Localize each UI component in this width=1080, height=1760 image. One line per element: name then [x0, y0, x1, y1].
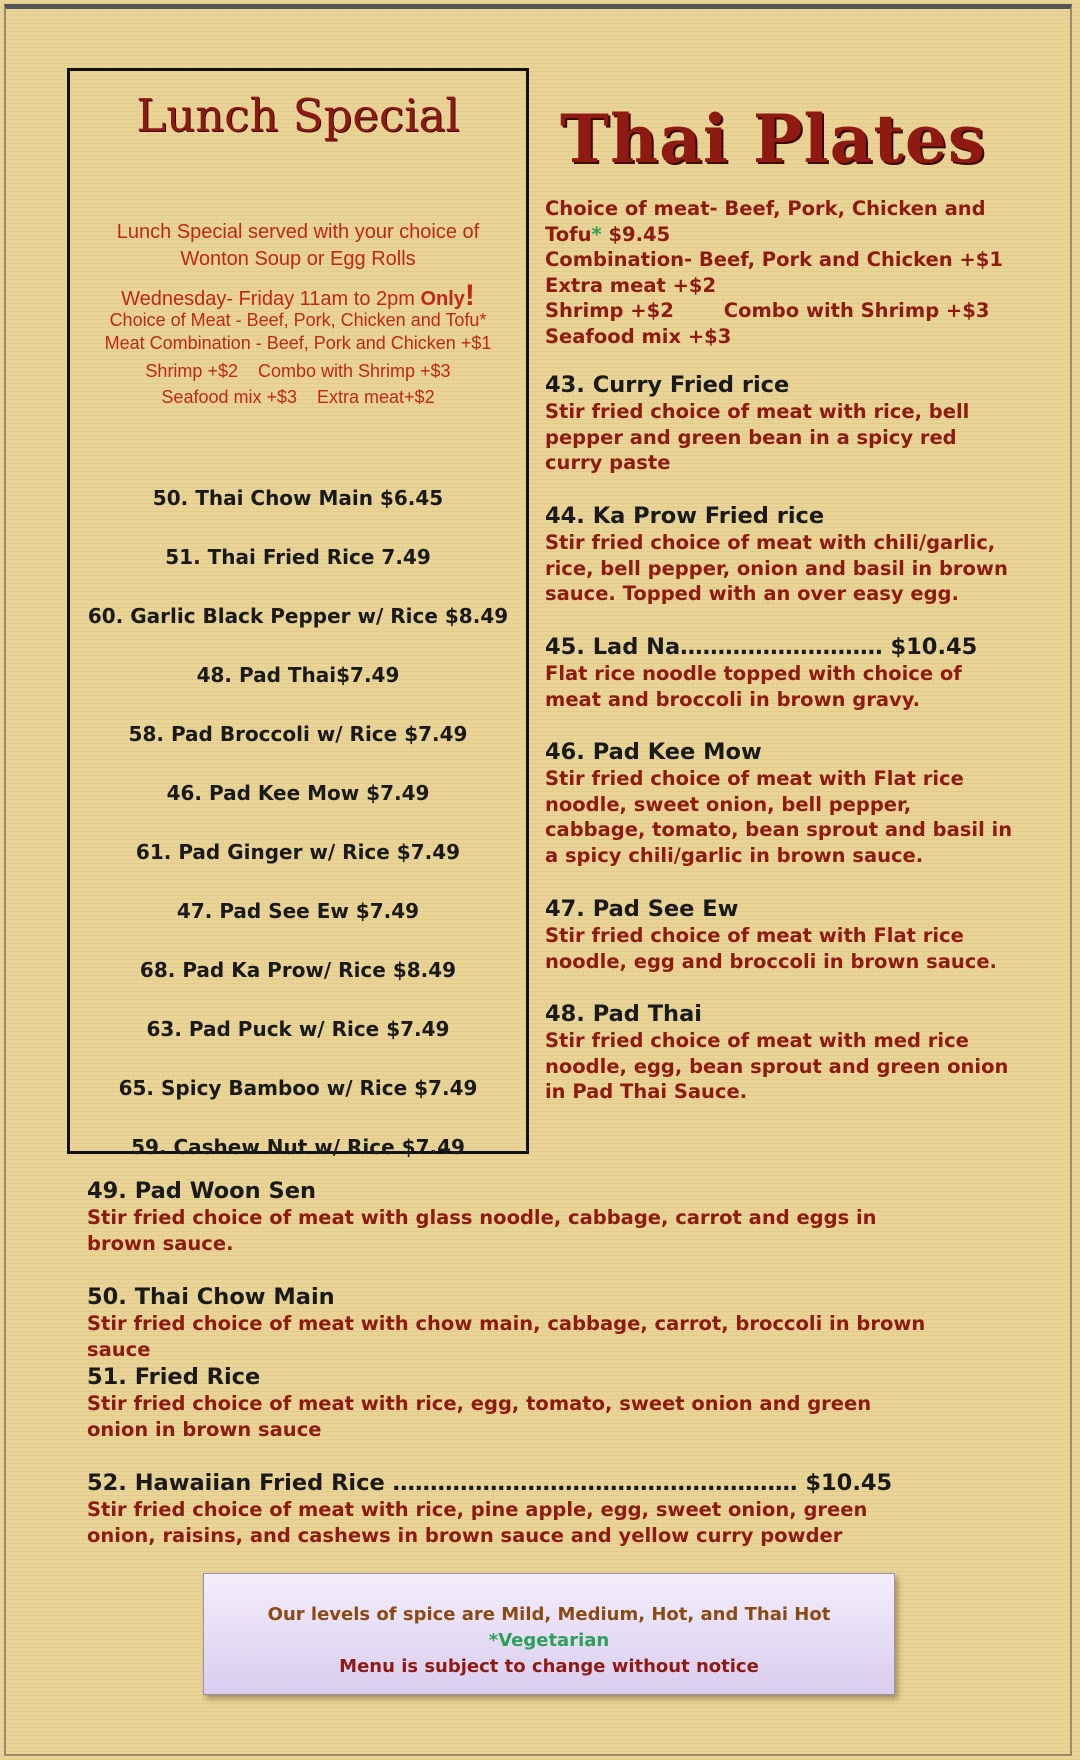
thai-pricing-line: Extra meat +$2 [545, 273, 717, 297]
spice-levels-note: Our levels of spice are Mild, Medium, Hot, and Thai Hot [267, 1604, 831, 1625]
thai-pricing-line [545, 196, 1025, 247]
dish-name: 47. Pad See Ew [545, 896, 739, 922]
dish-item [87, 1469, 987, 1548]
dish-name: 49. Pad Woon Sen [87, 1178, 316, 1204]
lunch-info-line: Meat Combination - Beef, Pork and Chicken +$1 [104, 333, 492, 353]
lunch-seafood-price: Seafood mix +$3 [161, 387, 298, 407]
dish-item [545, 502, 1015, 607]
lunch-info-line [70, 361, 526, 382]
dish-description: Stir fried choice of meat with Flat rice noodle, sweet onion, bell pepper, cabbage, tomato, bean sprout and basil in a spicy chili/garlic in brown sauce. [545, 767, 1013, 867]
dish-description: Stir fried choice of meat with Flat rice noodle, egg and broccoli in brown sauce. [545, 924, 997, 973]
lunch-item: 47. Pad See Ew $7.49 [176, 899, 420, 923]
lunch-special-box [67, 68, 529, 1159]
spice-notice-box [203, 1573, 895, 1695]
thai-pricing-line: Seafood mix +$3 [545, 324, 732, 348]
menu-change-note: Menu is subject to change without notice [339, 1656, 759, 1677]
thai-plates-title: Thai Plates [560, 100, 987, 178]
dish-item [87, 1283, 987, 1362]
vegetarian-note: *Vegetarian [488, 1630, 610, 1651]
dish-name: 51. Fried Rice [87, 1364, 261, 1390]
lunch-extra-meat-price: Extra meat+$2 [317, 387, 435, 407]
dish-description: Stir fried choice of meat with glass noodle, cabbage, carrot and eggs in brown sauce. [87, 1206, 877, 1255]
lunch-special-title: Lunch Special [136, 89, 460, 142]
lunch-hours-only: Only [420, 288, 465, 310]
lunch-item: 51. Thai Fried Rice 7.49 [165, 545, 431, 569]
lunch-item: 68. Pad Ka Prow/ Rice $8.49 [139, 958, 457, 982]
lunch-hours [70, 279, 526, 313]
dish-description: Flat rice noodle topped with choice of meat and broccoli in brown gravy. [545, 662, 962, 711]
dish-description: Stir fried choice of meat with chow main, cabbage, carrot, broccoli in brown sauce [87, 1312, 926, 1361]
dish-name: 50. Thai Chow Main [87, 1284, 335, 1310]
dish-name: 48. Pad Thai [545, 1001, 702, 1027]
lunch-shrimp-price: Shrimp +$2 [145, 361, 238, 381]
lunch-item: 60. Garlic Black Pepper w/ Rice $8.49 [87, 604, 509, 628]
lunch-item: 63. Pad Puck w/ Rice $7.49 [146, 1017, 450, 1041]
thai-shrimp-price: Shrimp +$2 [545, 299, 674, 322]
lunch-info-line: Lunch Special served with your choice of [116, 221, 480, 243]
dish-name: 46. Pad Kee Mow [545, 739, 762, 765]
dish-item [545, 1000, 1015, 1105]
thai-pricing-line: Combination- Beef, Pork and Chicken +$1 [545, 248, 1003, 271]
dish-item [545, 895, 1015, 974]
dish-description: Stir fried choice of meat with rice, pine apple, egg, sweet onion, green onion, raisins, and cashews in brown sauce and yellow curry powder [87, 1498, 868, 1547]
lunch-item: 46. Pad Kee Mow $7.49 [166, 781, 430, 805]
lunch-hours-exclaim: ! [464, 279, 475, 312]
thai-pricing-line [545, 298, 1025, 324]
dish-item [545, 633, 1015, 712]
lunch-hours-text: Wednesday- Friday 11am to 2pm [121, 288, 415, 310]
dish-name: 43. Curry Fried rice [545, 372, 790, 398]
dish-name: 44. Ka Prow Fried rice [545, 503, 825, 529]
dish-item [87, 1363, 987, 1442]
lunch-combo-shrimp-price: Combo with Shrimp +$3 [257, 361, 451, 381]
dish-description: Stir fried choice of meat with med rice noodle, egg, bean sprout and green onion in Pad Thai Sauce. [545, 1029, 1009, 1103]
dish-description: Stir fried choice of meat with rice, egg, tomato, sweet onion and green onion in brown sauce [87, 1392, 872, 1441]
thai-plates-pricing [545, 196, 1025, 349]
dish-item [545, 371, 1015, 476]
lunch-item: 59. Cashew Nut w/ Rice $7.49 [131, 1135, 465, 1159]
lunch-item: 50. Thai Chow Main $6.45 [152, 486, 444, 510]
lunch-item: 61. Pad Ginger w/ Rice $7.49 [135, 840, 461, 864]
lunch-info-line: Choice of Meat - Beef, Pork, Chicken and Tofu* [109, 310, 487, 330]
dish-item [545, 738, 1015, 868]
dish-name: 45. Lad Na……………………… $10.45 [545, 634, 978, 660]
lunch-item-list [70, 485, 526, 1193]
thai-combo-shrimp-price: Combo with Shrimp +$3 [723, 299, 990, 322]
thai-meat-choice: Choice of meat- Beef, Pork, Chicken and Tofu [545, 197, 986, 246]
dish-description: Stir fried choice of meat with rice, bell pepper and green bean in a spicy red curry paste [545, 400, 970, 474]
vegetarian-star: * [591, 222, 602, 246]
dish-item [87, 1177, 987, 1256]
lunch-item: 48. Pad Thai$7.49 [196, 663, 400, 687]
lunch-info-line: Wonton Soup or Egg Rolls [180, 248, 416, 270]
lunch-info-line [70, 387, 526, 408]
lunch-item: 58. Pad Broccoli w/ Rice $7.49 [128, 722, 468, 746]
thai-base-price: $9.45 [601, 222, 671, 246]
lunch-item: 65. Spicy Bamboo w/ Rice $7.49 [118, 1076, 478, 1100]
dish-name: 52. Hawaiian Fried Rice ……………………………………………… $10.45 [87, 1470, 893, 1496]
dish-description: Stir fried choice of meat with chili/garlic, rice, bell pepper, onion and basil in brown sauce. Topped with an over easy egg. [545, 531, 1008, 605]
